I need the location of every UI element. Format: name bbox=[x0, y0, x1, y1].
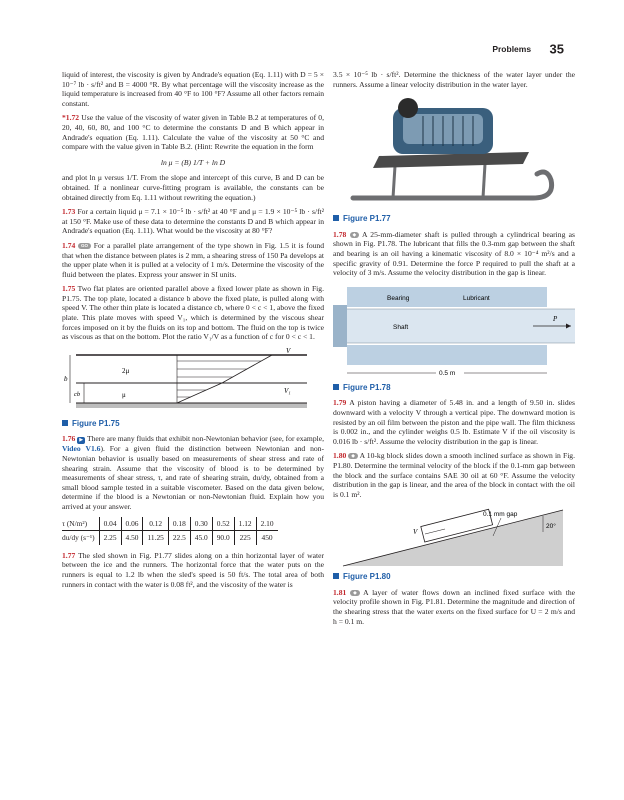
problem-text: For a parallel plate arrangement of the type shown in Fig. 1.5 it is found that when the distance between plates is 2 mm, a shearing stress of 150 Pa develops at the upper plate when it is pulled at a velocity of 1 m/s. Determine the viscosity of the fluid between the plates. Express your answer in SI units. bbox=[62, 240, 325, 279]
label-b: b bbox=[64, 374, 68, 383]
label-lubricant: Lubricant bbox=[463, 294, 490, 302]
wiley-plus-icon: ◆ bbox=[350, 232, 359, 238]
problem-number: *1.72 bbox=[62, 113, 80, 123]
problem-text: Use the value of the viscosity of water given in Table B.2 at temperatures of 0, 20, 40, 60, 80, and 100 °C to determine the constants D and B which appear in Andrade's equation (Eq. 1.11). Calculate the value of the viscosity at 50 °C and compare with the value given in Table B.2. (Hint: Rewrite the equation in the form bbox=[62, 113, 324, 152]
video-icon: ▶ bbox=[77, 437, 85, 444]
problem-1-72-cont: and plot ln μ versus 1/T. From the slope and intercept of this curve, B and D can be obtained. If a nonlinear curve-fitting program is available, the constants can be obtained directly from Eq. 1.11 without rewriting the equation.) bbox=[62, 173, 324, 202]
problem-1-72 bbox=[62, 113, 324, 151]
label-gap: 0.1 mm gap bbox=[483, 511, 518, 519]
problem-number: 1.75 bbox=[62, 284, 76, 294]
label-angle: 20° bbox=[546, 523, 556, 531]
problem-number: 1.77 bbox=[62, 550, 76, 560]
figure-p1-78 bbox=[333, 283, 575, 381]
equation-andrade: ln μ = (B) 1/T + ln D bbox=[160, 157, 226, 167]
problem-text: A piston having a diameter of 5.48 in. and a length of 9.50 in. slides downward with a velocity V through a vertical pipe. The downward motion is resisted by an oil film between the piston and the pipe wall. The film thickness is 0.002 in., and the cylinder weighs 0.5 lb. Estimate V if the oil viscosity is 0.016 lb · s/ft². Assume the velocity distribution in the gap is linear. bbox=[333, 398, 576, 446]
problem-number: 1.78 bbox=[333, 229, 347, 239]
label-p: P bbox=[553, 314, 558, 323]
bearing-top bbox=[347, 287, 547, 307]
figure-caption: Figure P1.78 bbox=[333, 383, 575, 393]
rider-head bbox=[398, 98, 418, 118]
section-title: Problems bbox=[492, 43, 532, 54]
figure-p1-77-sled bbox=[333, 94, 575, 212]
problem-number: 1.79 bbox=[333, 398, 347, 408]
problem-number: 1.80 bbox=[333, 451, 347, 461]
shaft-end bbox=[333, 305, 347, 347]
table-row: du/dy (s⁻¹) 2.25 4.50 11.25 22.5 45.0 90.0 225 450 bbox=[62, 531, 278, 545]
problem-text: A 25-mm-diameter shaft is pulled through a cylindrical bearing as shown in Fig. P1.78. The lubricant that fills the 0.3-mm gap between the shaft and bearing is an oil having a kinematic viscosity of 8.0 × 10⁻⁴ m²/s and a specific gravity of 0.91. Determine the force P required to pull the shaft at a velocity of 3 m/s. Assume the velocity distribution in the gap is linear. bbox=[333, 229, 575, 278]
problem-text: A 10-kg block slides down a smooth inclined surface as shown in Fig. P1.80. Determine the terminal velocity of the block if the 0.1-mm gap between the block and the surface contains SAE 30 oil at 60 °F. Assume the velocity distribution in the gap is linear, and the area of the block in contact with the oil is 0.1 m². bbox=[333, 451, 576, 499]
problem-text: A layer of water flows down an inclined fixed surface with the velocity profile shown in Fig. P1.81. Determine the magnitude and direction of the shearing stress that the water exerts on the fixed surface for U = 2 m/s and h = 0.1 m. bbox=[333, 587, 575, 626]
problem-1-81 bbox=[333, 588, 575, 626]
label-mu: μ bbox=[122, 390, 126, 399]
bearing-bottom bbox=[347, 345, 547, 365]
label-2mu: 2μ bbox=[122, 366, 130, 375]
running-header bbox=[492, 40, 564, 58]
problem-number: 1.76 bbox=[62, 434, 76, 444]
problem-1-76: 1.76 ▶ There are many fluids that exhibit non-Newtonian behavior (see, for example, Video V1.6). For a given fluid the distinction between Newtonian and non-Newtonian behavior is usually based on measurements of shear stress and rate of shearing strain. Assume that the viscosity of blood is to be determined by measurements of shear stress, τ, and rate of shearing strain, du/dy, obtained from a small blood sample tested in a suitable viscometer. Based on the data given below, determine if the blood is a Newtonian or non-Newtonian fluid. Explain how you arrived at your answer. bbox=[62, 434, 324, 511]
table-cell: du/dy (s⁻¹) bbox=[62, 533, 95, 543]
problem-text: The sled shown in Fig. P1.77 slides along on a thin horizontal layer of water between the ice and the runners. The horizontal force that the water puts on the runners is equal to 1.2 lb when the sled's speed is 50 ft/s. The total area of both runners in contact with the water is 0.08 ft², and the viscosity of the water is bbox=[62, 550, 324, 589]
label-v: V bbox=[413, 528, 418, 537]
label-v1: V₁ bbox=[284, 386, 291, 395]
label-shaft: Shaft bbox=[393, 323, 409, 331]
problem-number: 1.73 bbox=[62, 207, 76, 217]
left-column bbox=[62, 70, 324, 594]
problem-1-73 bbox=[62, 207, 324, 236]
label-cb: cb bbox=[74, 390, 81, 398]
label-length: 0.5 m bbox=[439, 369, 456, 377]
problem-continuation: liquid of interest, the viscosity is given by Andrade's equation (Eq. 1.11) with D = 5 × 10⁻⁷ lb · s/ft² and B = 4000 °R. By what percentage will the viscosity increase as the liquid temperature is increased from 40 °F to 100 °F? Assume all other factors remain constant. bbox=[62, 70, 324, 108]
table-row: τ (N/m²) 0.04 0.06 0.12 0.18 0.30 0.52 1.12 2.10 bbox=[62, 517, 278, 531]
sled-deck bbox=[373, 152, 529, 168]
right-column bbox=[333, 70, 575, 631]
table-cell: τ (N/m²) bbox=[62, 517, 99, 531]
go-badge-icon: GO bbox=[78, 243, 91, 249]
label-bearing: Bearing bbox=[387, 294, 410, 302]
blood-data-table bbox=[62, 517, 278, 545]
video-link[interactable]: Video V1.6 bbox=[62, 444, 101, 454]
problem-number: 1.74 bbox=[62, 240, 76, 250]
figure-caption: Figure P1.75 bbox=[62, 419, 324, 429]
sled-runner bbox=[353, 172, 552, 198]
figure-p1-75 bbox=[62, 347, 324, 417]
velocity-profile bbox=[177, 355, 272, 403]
problem-1-74 bbox=[62, 241, 324, 279]
wiley-plus-icon: ◆ bbox=[348, 453, 357, 459]
problem-text: Two flat plates are oriented parallel above a fixed lower plate as shown in Fig. P1.75. The top plate, located a distance b above the fixed plate, is pulled along with speed V. The other thin plate is located a distance cb, where 0 < c < 1, above the fixed plate. This plate moves with speed V₁, which is determined by the viscous shear forces imposed on it by the fluids on its top and bottom. The fluid on the top is twice as viscous as that on the bottom. Plot the ratio V₁/V as a function of c for 0 < c < 1. bbox=[62, 284, 324, 342]
sled-strut bbox=[393, 166, 395, 198]
problem-1-78 bbox=[333, 230, 575, 278]
problem-text: For a certain liquid μ = 7.1 × 10⁻⁵ lb · s/ft² at 40 °F and μ = 1.9 × 10⁻⁵ lb · s/ft² at 150 °F. Make use of these data to determine the constants D and B which appear in Andrade's equation (Eq. 1.11). What would be the viscosity at 80 °F? bbox=[62, 207, 324, 236]
wiley-plus-icon: ◆ bbox=[350, 590, 359, 596]
fixed-plate bbox=[76, 403, 307, 408]
label-v: V bbox=[286, 346, 291, 355]
sled-strut bbox=[483, 164, 485, 198]
figure-caption: Figure P1.77 bbox=[333, 214, 575, 224]
problem-1-75 bbox=[62, 284, 324, 342]
problem-number: 1.81 bbox=[333, 587, 347, 597]
problem-1-77 bbox=[62, 551, 324, 589]
rider-figure bbox=[393, 98, 493, 154]
figure-p1-80 bbox=[333, 504, 575, 570]
problem-1-77-cont: 3.5 × 10⁻⁵ lb · s/ft². Determine the thickness of the water layer under the runners. Assume a linear velocity distribution in the water layer. bbox=[333, 70, 575, 89]
problem-1-80 bbox=[333, 451, 575, 499]
page-number: 35 bbox=[549, 41, 564, 57]
figure-caption: Figure P1.80 bbox=[333, 572, 575, 582]
problem-1-79 bbox=[333, 398, 575, 446]
